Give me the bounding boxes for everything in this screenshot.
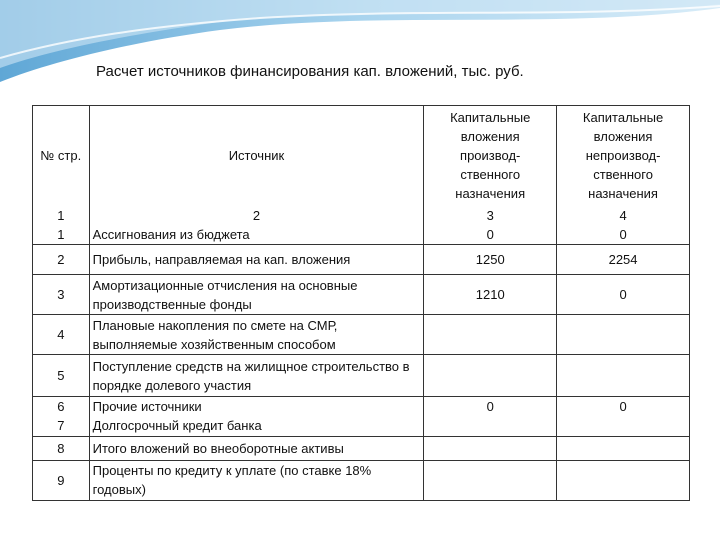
table-row: 7 Долгосрочный кредит банка — [33, 416, 690, 436]
financing-sources-table — [32, 105, 690, 501]
table-row: 6 Прочие источники 0 0 — [33, 397, 690, 417]
table-row: 9 Проценты по кредиту к уплате (по ставке 18% годовых) — [33, 460, 690, 500]
header-nonprod: Капитальные вложения непроизвод- ственного назначения — [557, 106, 690, 206]
header-source: Источник — [89, 106, 424, 206]
colnum-1: 1 — [33, 206, 90, 225]
header-num: № стр. — [33, 106, 90, 206]
colnum-3: 3 — [424, 206, 557, 225]
colnum-2: 2 — [89, 206, 424, 225]
table-row: 5 Поступление средств на жилищное строительство в порядке долевого участия — [33, 355, 690, 397]
slide-title: Расчет источников финансирования кап. вложений, тыс. руб. — [96, 63, 524, 80]
table-row: 3 Амортизационные отчисления на основные производственные фонды 1210 0 — [33, 275, 690, 315]
table-row: 1 Ассигнования из бюджета 0 0 — [33, 225, 690, 245]
table-row: 4 Плановые накопления по смете на СМР, выполняемые хозяйственным способом — [33, 315, 690, 355]
header-prod: Капитальные вложения производ- ственного назначения — [424, 106, 557, 206]
colnum-4: 4 — [557, 206, 690, 225]
table-row: 2 Прибыль, направляемая на кап. вложения 1250 2254 — [33, 245, 690, 275]
table-row: 8 Итого вложений во внеоборотные активы — [33, 436, 690, 460]
table-header-row — [33, 106, 690, 206]
column-numbers-row — [33, 206, 690, 225]
